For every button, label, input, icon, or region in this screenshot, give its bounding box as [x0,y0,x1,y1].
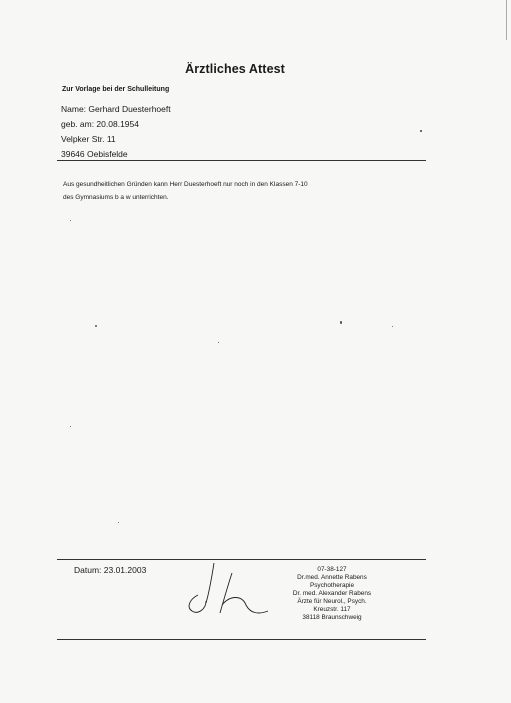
attest-body-line-2: des Gymnasiums b a w unterrichten. [63,194,169,201]
scan-speck [95,325,97,327]
stamp-line-1: 07-38-127 [317,566,347,573]
scan-speck [118,522,119,523]
scan-speck [340,321,342,324]
scan-speck [392,326,393,327]
stamp-line-4: Dr. med. Alexander Rabens [292,590,372,597]
stamp-line-5: Ärzte für Neurol., Psych. [297,598,367,605]
attest-body [63,178,423,204]
patient-city: 39646 Oebisfelde [61,149,128,159]
stamp-line-3: Psychotherapie [309,582,355,589]
patient-name: Name: Gerhard Duesterhoeft [61,104,171,114]
patient-birthdate: geb. am: 20.08.1954 [61,119,139,129]
date-line: Datum: 23.01.2003 [74,565,147,575]
patient-street: Velpker Str. 11 [61,134,116,144]
stamp-line-7: 38118 Braunschweig [302,614,362,621]
stamp-line-6: Kreuzstr. 117 [313,606,351,613]
stamp-line-2: Dr.med. Annette Rabens [297,574,367,581]
doctor-stamp [262,566,402,622]
scan-speck [70,220,71,221]
document-subtitle: Zur Vorlage bei der Schulleitung [62,86,170,93]
scan-speck [70,426,71,427]
scan-edge-line [506,0,507,40]
handwritten-signature [176,555,276,625]
footer-bottom-divider [57,639,426,640]
header-divider [57,160,426,161]
scan-speck [218,342,219,343]
attest-body-line-1: Aus gesundheitlichen Gründen kann Herr Duesterhoeft nur noch in den Klassen 7-10 [63,181,308,188]
scan-speck [420,130,422,132]
document-title: Ärztliches Attest [185,62,285,76]
